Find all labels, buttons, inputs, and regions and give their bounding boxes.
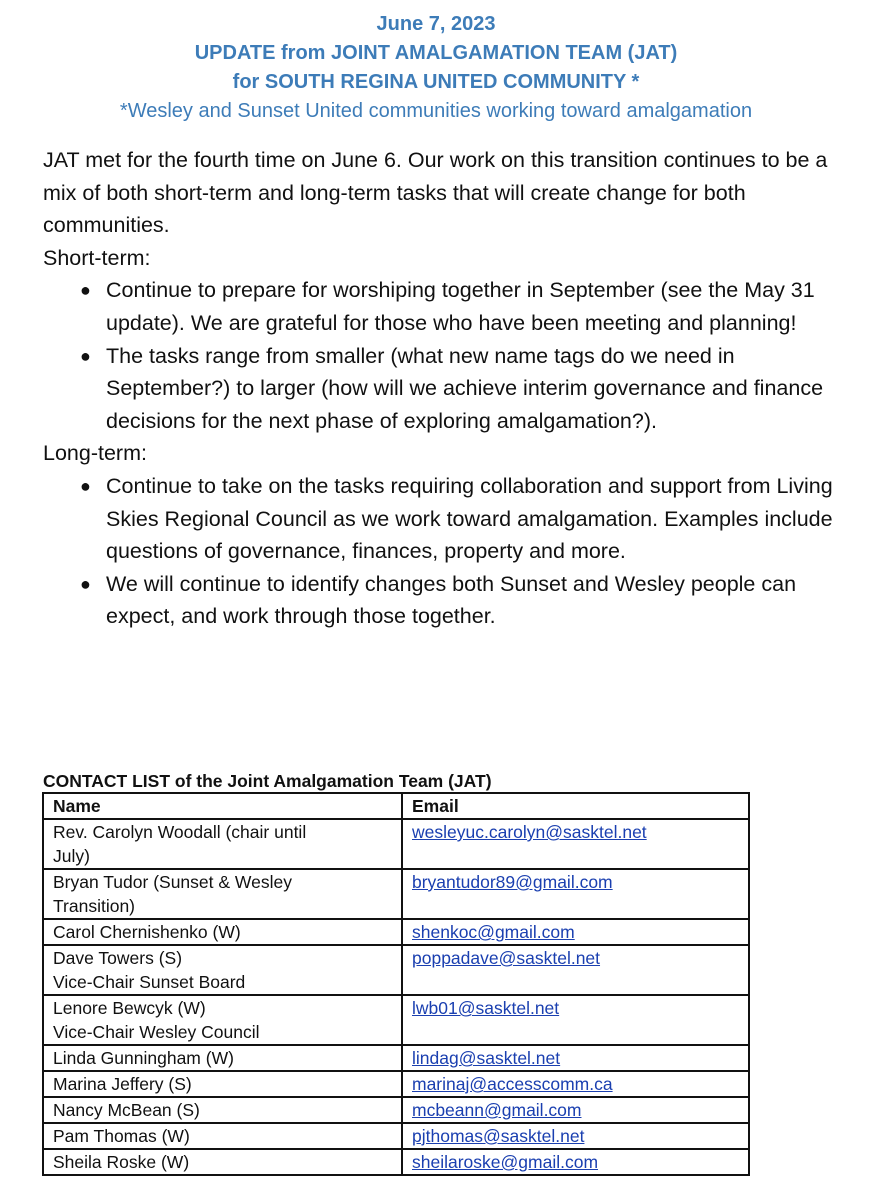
bullet-icon: ●: [80, 475, 91, 496]
update-body: [43, 144, 843, 633]
contact-name: Rev. Carolyn Woodall (chair until July): [43, 819, 402, 869]
table-row: [43, 1097, 749, 1123]
contact-email-cell: [402, 945, 749, 995]
contact-email-link[interactable]: bryantudor89@gmail.com: [412, 872, 613, 892]
contact-email-link[interactable]: poppadave@sasktel.net: [412, 948, 601, 968]
long-term-list: [43, 470, 843, 633]
contact-email-cell: [402, 1045, 749, 1071]
table-row: [43, 1123, 749, 1149]
list-item: ● The tasks range from smaller (what new name tags do we need in September?) to larger (how will we achieve interim governance and finance decisions for the next phase of exploring amalgamation?).: [43, 340, 843, 438]
table-header-row: [43, 793, 749, 819]
email-column-header: Email: [402, 793, 749, 819]
bullet-icon: ●: [80, 345, 91, 366]
contact-table: [42, 792, 750, 1176]
list-item: ● Continue to prepare for worshiping together in September (see the May 31 update). We are grateful for those who have been meeting and planning!: [43, 274, 843, 339]
table-row: [43, 819, 749, 869]
contact-list-title: CONTACT LIST of the Joint Amalgamation Team (JAT): [43, 771, 492, 791]
short-term-list: [43, 274, 843, 437]
contact-name: Lenore Bewcyk (W) Vice-Chair Wesley Council: [43, 995, 402, 1045]
bullet-icon: ●: [80, 573, 91, 594]
contact-name: Linda Gunningham (W): [43, 1045, 402, 1071]
contact-email-cell: [402, 1123, 749, 1149]
contact-name: Dave Towers (S) Vice-Chair Sunset Board: [43, 945, 402, 995]
contact-email-cell: [402, 995, 749, 1045]
contact-email-cell: [402, 1097, 749, 1123]
document-title-line2: for SOUTH REGINA UNITED COMMUNITY *: [232, 71, 640, 93]
contact-name: Carol Chernishenko (W): [43, 919, 402, 945]
contact-email-link[interactable]: sheilaroske@gmail.com: [412, 1152, 599, 1172]
document-title: UPDATE from JOINT AMALGAMATION TEAM (JAT): [194, 42, 678, 64]
contact-email-link[interactable]: lwb01@sasktel.net: [412, 998, 560, 1018]
name-column-header: Name: [43, 793, 402, 819]
table-row: [43, 919, 749, 945]
table-row: [43, 1149, 749, 1175]
table-row: [43, 945, 749, 995]
contact-email-cell: [402, 1071, 749, 1097]
contact-email-cell: [402, 1149, 749, 1175]
contact-email-link[interactable]: wesleyuc.carolyn@sasktel.net: [412, 822, 647, 842]
intro-paragraph: JAT met for the fourth time on June 6. Our work on this transition continues to be a mix of both short-term and long-term tasks that will create change for both communities.: [43, 148, 828, 238]
table-row: [43, 1071, 749, 1097]
contact-name: Pam Thomas (W): [43, 1123, 402, 1149]
contact-name: Nancy McBean (S): [43, 1097, 402, 1123]
contact-email-link[interactable]: marinaj@accesscomm.ca: [412, 1074, 613, 1094]
document-date: June 7, 2023: [376, 13, 496, 35]
contact-email-cell: [402, 919, 749, 945]
contact-name: Marina Jeffery (S): [43, 1071, 402, 1097]
document-header: [0, 10, 872, 126]
contact-email-link[interactable]: shenkoc@gmail.com: [412, 922, 575, 942]
contact-email-cell: [402, 869, 749, 919]
list-item: ● We will continue to identify changes both Sunset and Wesley people can expect, and work through those together.: [43, 568, 843, 633]
document-footnote: *Wesley and Sunset United communities working toward amalgamation: [119, 100, 753, 122]
contact-name: Bryan Tudor (Sunset & Wesley Transition): [43, 869, 402, 919]
contact-name: Sheila Roske (W): [43, 1149, 402, 1175]
table-row: [43, 1045, 749, 1071]
list-item: ● Continue to take on the tasks requiring collaboration and support from Living Skies Regional Council as we work toward amalgamation. Examples include questions of governance, finances, property and more.: [43, 470, 843, 568]
contact-email-link[interactable]: lindag@sasktel.net: [412, 1048, 561, 1068]
table-row: [43, 995, 749, 1045]
contact-email-link[interactable]: mcbeann@gmail.com: [412, 1100, 582, 1120]
table-row: [43, 869, 749, 919]
contact-email-cell: [402, 819, 749, 869]
contact-email-link[interactable]: pjthomas@sasktel.net: [412, 1126, 585, 1146]
short-term-label: Short-term:: [43, 245, 151, 270]
bullet-icon: ●: [80, 280, 91, 301]
long-term-label: Long-term:: [43, 441, 147, 466]
